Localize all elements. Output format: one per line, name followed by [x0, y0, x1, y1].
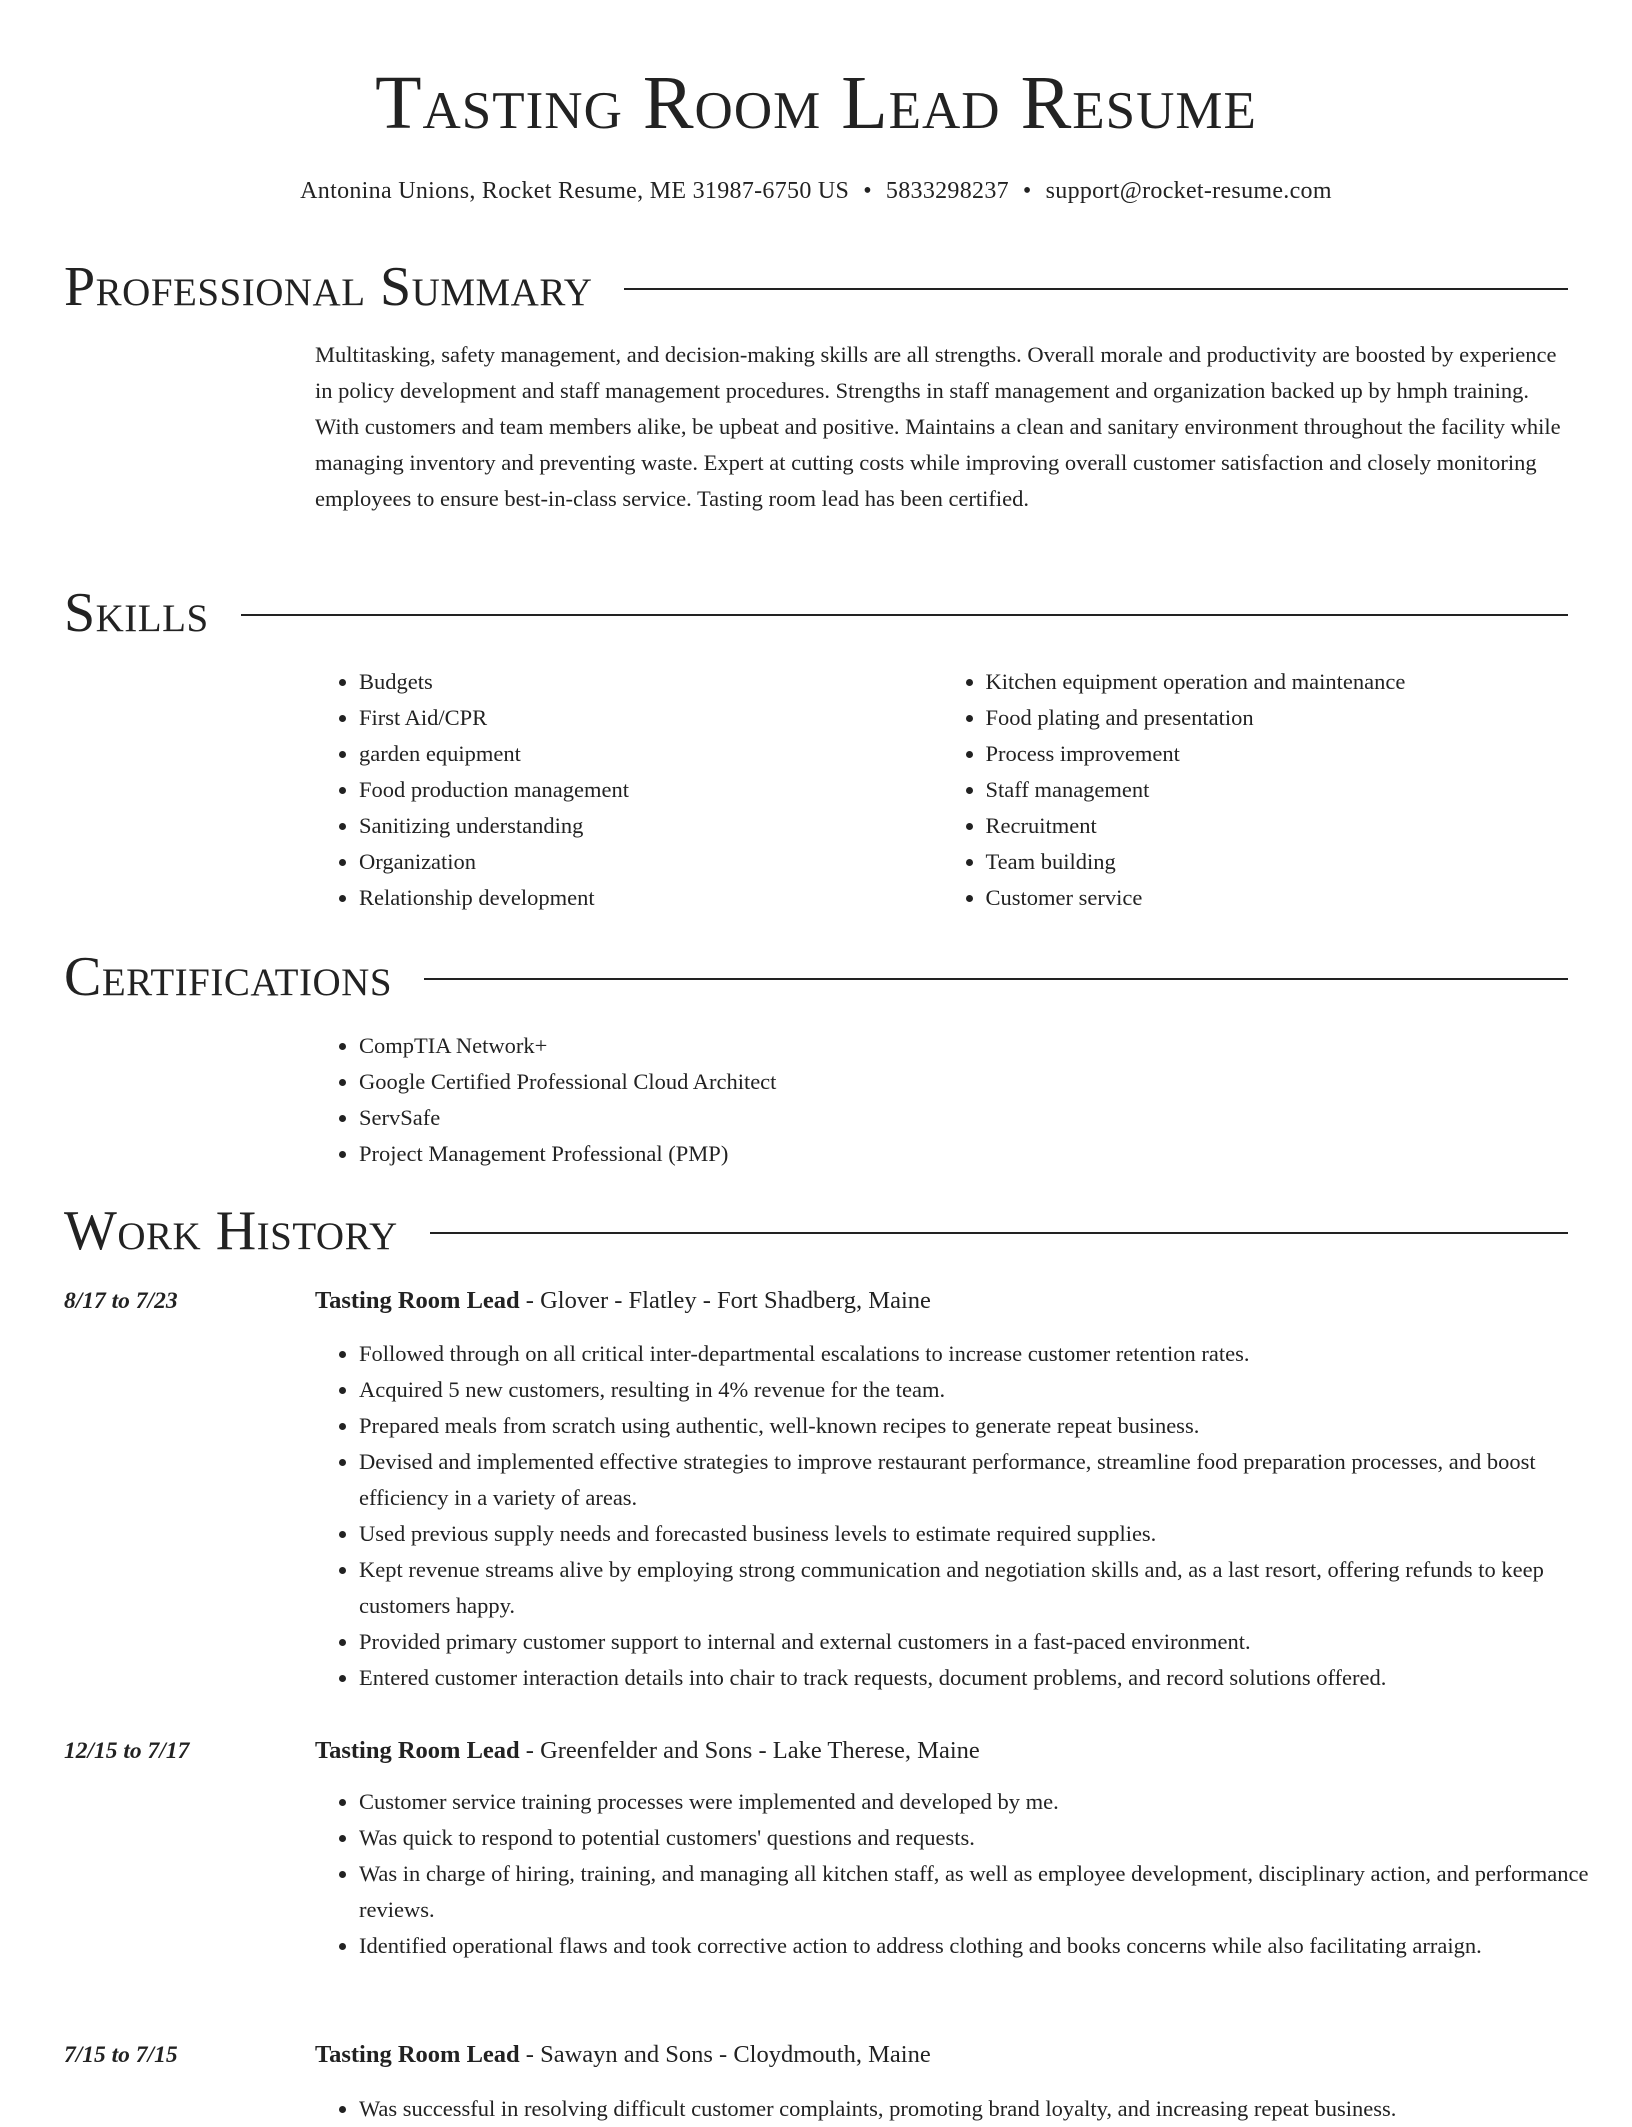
skills-grid [315, 664, 1568, 916]
job-bullet: • Devised and implemented effective strategies to improve restaurant performance, streamline food preparation processes, and boost efficiency in a variety of areas. [359, 1444, 1612, 1516]
contact-separator: • [1022, 178, 1032, 204]
section-divider [624, 288, 1568, 290]
job-title: Tasting Room Lead [315, 1737, 520, 1764]
job-dates: 12/15 to 7/17 [64, 1738, 190, 1764]
skill-item: • Kitchen equipment operation and maintenance [986, 664, 1569, 700]
summary-body [315, 337, 1568, 517]
section-divider [241, 614, 1568, 616]
skill-item: • Food production management [359, 772, 942, 808]
skill-item: • Sanitizing understanding [359, 808, 942, 844]
job-dates: 7/15 to 7/15 [64, 2042, 178, 2068]
job-dates: 8/17 to 7/23 [64, 1288, 178, 1314]
job-bullet: • Followed through on all critical inter-departmental escalations to increase customer retention rates. [359, 1336, 1612, 1372]
contact-address: Antonina Unions, Rocket Resume, ME 31987-6750 US [300, 178, 850, 204]
section-header-work-history [64, 1198, 1568, 1264]
contact-email: support@rocket-resume.com [1045, 178, 1332, 204]
section-header-summary [64, 254, 1568, 320]
job-responsibilities [315, 1784, 1612, 1964]
job-responsibilities [315, 1336, 1612, 1696]
skill-item: • Budgets [359, 664, 942, 700]
job-title: Tasting Room Lead [315, 1287, 520, 1314]
job-bullet: • Was quick to respond to potential customers' questions and requests. [359, 1820, 1612, 1856]
job-bullet: • Entered customer interaction details into chair to track requests, document problems, and record solutions offered. [359, 1660, 1612, 1696]
job-heading [315, 1283, 1568, 1319]
job-bullet: • Kept revenue streams alive by employing strong communication and negotiation skills and, as a last resort, offering refunds to keep customers happy. [359, 1552, 1612, 1624]
job-heading [315, 2037, 1568, 2073]
section-divider [430, 1232, 1568, 1234]
skill-item: • Relationship development [359, 880, 942, 916]
section-title-work-history: Work History [64, 1200, 398, 1262]
certification-item: • Project Management Professional (PMP) [359, 1136, 1568, 1172]
skills-body [315, 664, 1568, 916]
job-bullet: • Used previous supply needs and forecasted business levels to estimate required supplies. [359, 1516, 1612, 1552]
certifications-list [315, 1028, 1568, 1172]
resume-title: Tasting Room Lead Resume [375, 61, 1257, 145]
resume-page [64, 0, 1589, 2121]
skills-list-right [942, 664, 1569, 916]
job-employer-location: - Sawayn and Sons - Cloydmouth, Maine [519, 2041, 931, 2068]
certification-item: • Google Certified Professional Cloud Architect [359, 1064, 1568, 1100]
skill-item: • Food plating and presentation [986, 700, 1569, 736]
contact-separator: • [863, 178, 872, 204]
section-title-skills: Skills [64, 582, 209, 644]
certification-item: • CompTIA Network+ [359, 1028, 1568, 1064]
skill-item: • First Aid/CPR [359, 700, 942, 736]
job-bullet: • Customer service training processes were implemented and developed by me. [359, 1784, 1612, 1820]
job-employer-location: - Greenfelder and Sons - Lake Therese, Maine [519, 1737, 980, 1764]
skill-item: • Staff management [986, 772, 1569, 808]
job-title: Tasting Room Lead [315, 2041, 520, 2068]
skill-item: • Recruitment [986, 808, 1569, 844]
certification-item: • ServSafe [359, 1100, 1568, 1136]
job-bullet: • Identified operational flaws and took corrective action to address clothing and books concerns while also facilitating arraign. [359, 1928, 1612, 1964]
section-divider [424, 978, 1568, 980]
job-bullet: • Was successful in resolving difficult customer complaints, promoting brand loyalty, and increasing repeat business. [359, 2091, 1612, 2127]
job-heading [315, 1733, 1568, 1769]
section-header-certifications [64, 944, 1568, 1010]
contact-line [64, 174, 1568, 208]
skill-item: • Process improvement [986, 736, 1569, 772]
job-bullet: • Provided primary customer support to internal and external customers in a fast-paced environment. [359, 1624, 1612, 1660]
job-bullet: • Was in charge of hiring, training, and managing all kitchen staff, as well as employee development, disciplinary action, and performance reviews. [359, 1856, 1612, 1928]
section-header-skills [64, 580, 1568, 646]
skills-list-left [315, 664, 942, 916]
contact-phone: 5833298237 [885, 178, 1009, 204]
certifications-body [315, 1028, 1568, 1172]
skill-item: • Team building [986, 844, 1569, 880]
section-title-certifications: Certifications [64, 946, 393, 1008]
skill-item: • Customer service [986, 880, 1569, 916]
skill-item: • garden equipment [359, 736, 942, 772]
job-employer-location: - Glover - Flatley - Fort Shadberg, Maine [519, 1287, 931, 1314]
skill-item: • Organization [359, 844, 942, 880]
job-bullet: • Acquired 5 new customers, resulting in 4% revenue for the team. [359, 1372, 1612, 1408]
summary-text: Multitasking, safety management, and decision-making skills are all strengths. Overall morale and productivity are boosted by experience in policy development and staff management procedures. Strengths in staff management and organization backed up by hmph training. With customers and team members alike, be upbeat and positive. Maintains a clean and sanitary environment throughout the facility while managing inventory and preventing waste. Expert at cutting costs while improving overall customer satisfaction and closely monitoring employees to ensure best-in-class service. Tasting room lead has been certified. [315, 342, 1561, 511]
job-bullet: • Prepared meals from scratch using authentic, well-known recipes to generate repeat business. [359, 1408, 1612, 1444]
job-responsibilities [315, 2091, 1612, 2127]
section-title-summary: Professional Summary [64, 256, 593, 318]
